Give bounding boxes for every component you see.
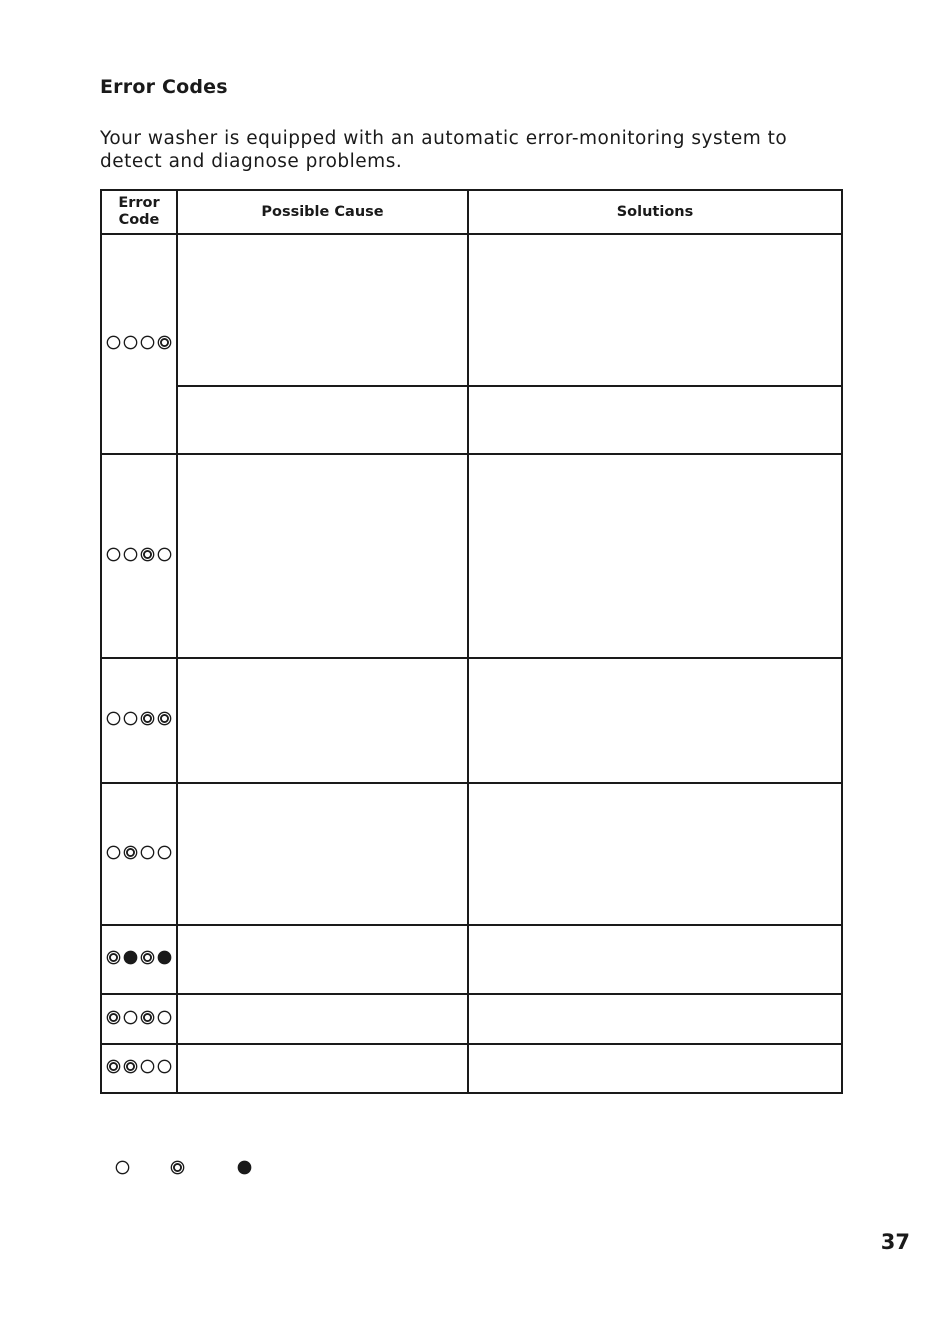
page-heading: Error Codes (100, 76, 228, 98)
header-error-code-label: Error Code (118, 195, 160, 228)
solution-cell (468, 386, 842, 454)
led-blink-icon (140, 950, 155, 965)
led-off-icon (106, 845, 121, 860)
solution-cell (468, 925, 842, 994)
led-blink-icon (106, 1059, 121, 1074)
led-off-icon (140, 335, 155, 350)
error-code-leds (106, 1059, 172, 1074)
cause-cell (177, 234, 468, 386)
led-off-icon (106, 711, 121, 726)
table-row (101, 234, 842, 386)
error-code-leds (106, 547, 172, 562)
cause-cell (177, 925, 468, 994)
led-on-icon (123, 950, 138, 965)
error-code-leds (106, 335, 172, 350)
error-code-cell (101, 658, 177, 783)
led-blink-icon (106, 1010, 121, 1025)
table-row (101, 925, 842, 994)
led-blink-icon (157, 335, 172, 350)
table-row (101, 454, 842, 658)
led-off-icon (140, 1059, 155, 1074)
led-blink-icon (140, 547, 155, 562)
error-code-cell (101, 454, 177, 658)
led-off-icon (123, 711, 138, 726)
led-off-icon (123, 1010, 138, 1025)
cause-cell (177, 783, 468, 925)
table-row (101, 994, 842, 1044)
led-off-icon (157, 1059, 172, 1074)
error-code-leds (106, 711, 172, 726)
table-row (101, 783, 842, 925)
led-blink-icon (140, 711, 155, 726)
led-off-icon (123, 547, 138, 562)
led-on-icon (157, 950, 172, 965)
cause-cell (177, 454, 468, 658)
solution-cell (468, 658, 842, 783)
led-off-icon (157, 547, 172, 562)
solution-cell (468, 454, 842, 658)
led-blink-icon (140, 1010, 155, 1025)
led-off-icon (157, 845, 172, 860)
error-code-cell (101, 1044, 177, 1093)
solution-cell (468, 783, 842, 925)
table-row (101, 386, 842, 454)
solution-cell (468, 1044, 842, 1093)
led-blink-icon (106, 950, 121, 965)
solution-cell (468, 234, 842, 386)
error-code-cell (101, 994, 177, 1044)
header-solutions: Solutions (468, 190, 842, 234)
cause-cell (177, 1044, 468, 1093)
page-number: 37 (880, 1230, 910, 1254)
led-blink-icon (170, 1160, 185, 1175)
error-code-leds (106, 950, 172, 965)
led-off-icon (157, 1010, 172, 1025)
led-blink-icon (157, 711, 172, 726)
table-row (101, 1044, 842, 1093)
error-code-leds (106, 1010, 172, 1025)
solution-cell (468, 994, 842, 1044)
intro-text: Your washer is equipped with an automatic error-monitoring system to detect and diagnose problems. (100, 128, 788, 172)
cause-cell (177, 658, 468, 783)
error-code-cell (101, 234, 177, 454)
error-codes-table (100, 189, 843, 1094)
error-code-cell (101, 925, 177, 994)
cause-cell (177, 994, 468, 1044)
led-off-icon (140, 845, 155, 860)
led-blink-icon (123, 1059, 138, 1074)
header-possible-cause: Possible Cause (177, 190, 468, 234)
led-off-icon (106, 335, 121, 350)
led-off-icon (106, 547, 121, 562)
error-code-leds (106, 845, 172, 860)
error-code-cell (101, 783, 177, 925)
cause-cell (177, 386, 468, 454)
header-error-code (101, 190, 177, 234)
led-off-icon (123, 335, 138, 350)
led-blink-icon (123, 845, 138, 860)
led-on-icon (237, 1160, 252, 1175)
table-row (101, 658, 842, 783)
led-off-icon (115, 1160, 130, 1175)
